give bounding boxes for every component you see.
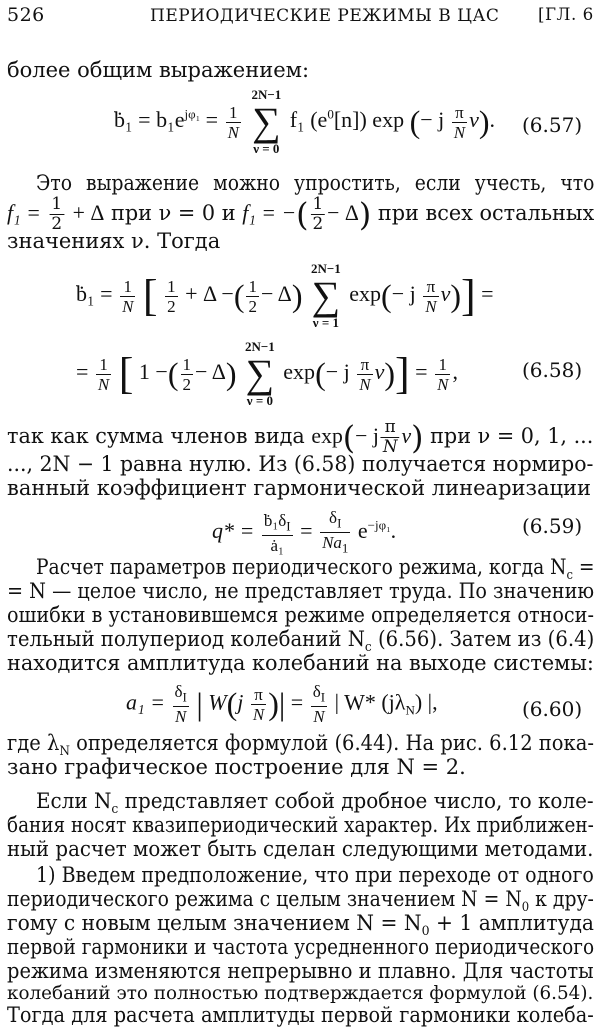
equation-6-57: ḃ₁ = $b_1e^{j\varphi_1}$ = $\frac{1}{N}$ 2N−1 ∑ ν = 0 f₁ $(e^0[n])$ exp (− j $\frac{\pi}{N}$ ν).	[114, 87, 496, 156]
text-line: где $\lambda_N$ определяется формулой (6.44). На рис. 6.12 пока-	[7, 731, 594, 760]
text-line: f₁ = $\frac{1}{2}$ + Δ при ν = 0 и f₁ = −( $\frac{1}{2}$ − Δ) при всех остальных	[7, 194, 595, 234]
text-line: более общим выражением:	[7, 58, 310, 82]
chapter-marker: [ГЛ. 6	[538, 5, 594, 25]
text-line: = N — целое число, не представляет труда. По значению	[7, 579, 595, 603]
page-number: 526	[7, 4, 45, 26]
text-line: бания носят квазипериодический характер. Их приближен-	[7, 813, 594, 837]
text-line: зано графическое построение для N = 2.	[7, 755, 466, 779]
running-title: ПЕРИОДИЧЕСКИЕ РЕЖИМЫ В ЦАС	[150, 6, 500, 26]
text-line: Тогда для расчета амплитуды первой гармоники колеба-	[7, 1003, 594, 1027]
text-line: ванный коэффициент гармонической линеаризации	[7, 476, 591, 500]
text-line: ..., 2N − 1 равна нулю. Из (6.58) получается нормиро-	[7, 452, 594, 476]
equation-6-58-line2: = $\frac{1}{N}$ [ 1 −( $\frac{1}{2}$ − Δ) 2N−1 ∑ ν = 0 exp(− j $\frac{\pi}{N}$ ν)] = $\frac{1}{N}$ ,	[76, 339, 458, 408]
text-line: первой гармоники и частота усредненного периодического	[7, 935, 595, 959]
text-line: тельный полупериод колебаний $N_c$ (6.56). Затем из (6.4)	[7, 627, 595, 656]
equation-number: (6.58)	[522, 358, 583, 382]
text-line: гому с новым целым значением $N = N_0 + 1$ амплитуда	[7, 911, 595, 940]
text-line: значениях ν. Тогда	[7, 229, 221, 253]
text-line: находится амплитуда колебаний на выходе системы:	[7, 651, 594, 675]
equation-number: (6.57)	[522, 113, 583, 137]
text-line: Это выражение можно упростить, если учесть, что	[36, 171, 595, 195]
text-line: Расчет параметров периодического режима, когда $N_c$ =	[36, 555, 595, 584]
equation-number: (6.59)	[522, 514, 583, 538]
text-line: так как сумма членов вида exp(− j $\frac{\pi}{N}$ ν) при ν = 0, 1, ...	[7, 417, 594, 457]
text-line: режима изменяются непрерывно и плавно. Для частоты	[7, 959, 594, 983]
text-line: Если $N_c$ представляет собой дробное число, то коле-	[36, 789, 594, 818]
equation-6-59: q* = $\frac{ḃ_1\delta_I}{\text{ȧ₁}}$ = $\frac{\delta_I}{Na_1}$ $e^{-j\varphi_1}$.	[212, 508, 397, 556]
equation-number: (6.60)	[522, 697, 583, 721]
text-line: колебаний это полностью подтверждается формулой (6.54).	[7, 982, 594, 1004]
text-line: 1) Введем предположение, что при переходе от одного	[36, 863, 594, 887]
equation-6-60: a₁ = $\frac{\delta_I}{N}$ | W(j $\frac{\pi}{N}$ )| = $\frac{\delta_I}{N}$ | W* $(j\lambda_N)$ |,	[126, 682, 438, 727]
text-line: ный расчет может быть сделан следующими методами.	[7, 837, 594, 861]
text-line: периодического режима с целым значением $N = N_0$ к дру-	[7, 887, 594, 916]
equation-6-58-line1: ḃ₁ = $\frac{1}{N}$ [ $\frac{1}{2}$ + Δ −( $\frac{1}{2}$ − Δ) 2N−1 ∑ ν = 1 exp(− j $\frac{\pi}{N}$ ν)] =	[76, 261, 494, 330]
text-line: ошибки в установившемся режиме определяется относи-	[7, 603, 594, 627]
